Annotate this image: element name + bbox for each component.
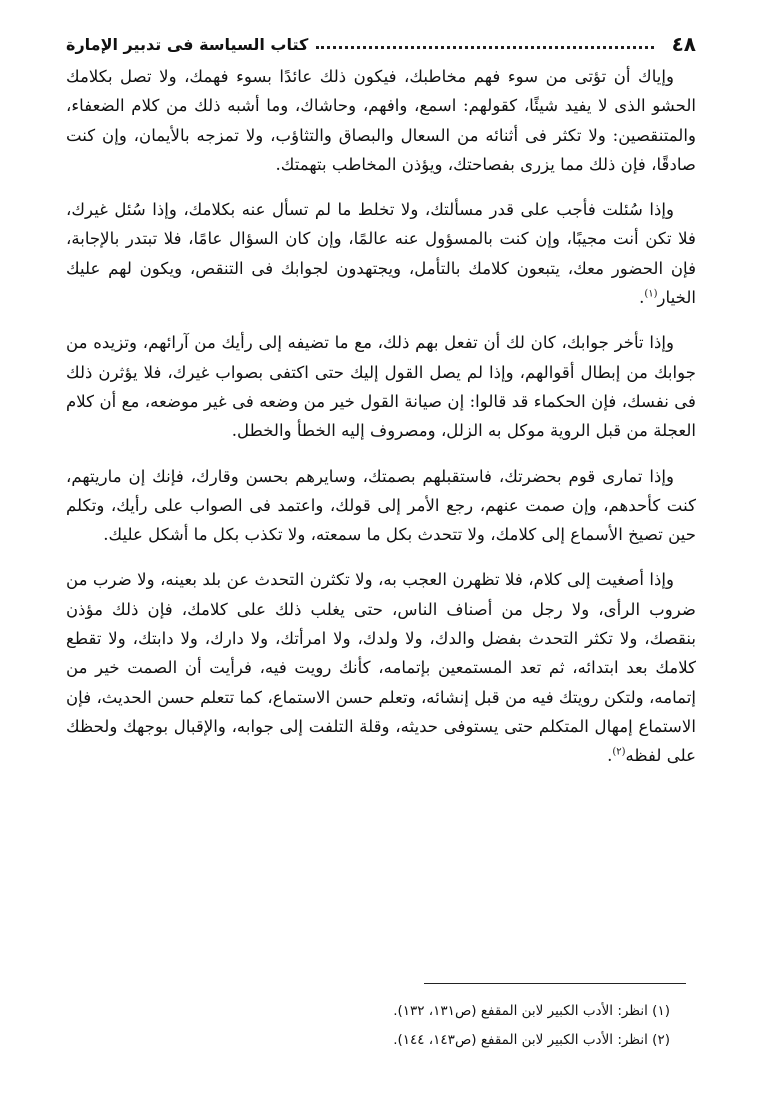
paragraph-1 [66, 62, 696, 179]
main-text [66, 62, 696, 771]
paragraph-text: وإذا تمارى قوم بحضرتك، فاستقبلهم بصمتك، وسايرهم بحسن وقارك، فإنك إن ماريتهم، كنت كأحدهم، وإن صمت عنهم، رجع الأمر إلى قولك، واعتمد فى الصواب على رأيك، وتكلم حين تصيخ الأسماع إلى كلامك، ولا تتحدث بكل ما سمعته، ولا تكذب بكل ما أشكل عليك. [66, 466, 696, 545]
footnote-2: (٢) انظر: الأدب الكبير لابن المقفع (ص١٤٣، ١٤٤). [393, 1032, 670, 1048]
paragraph-4 [66, 462, 696, 550]
footnote-ref[interactable]: (٢) [612, 746, 626, 758]
paragraph-text: وإذا أصغيت إلى كلام، فلا تظهرن العجب به، ولا تكثرن التحدث عن بلد بعينه، ولا ضرب من ضروب الرأى، ولا رجل من أصناف الناس، حتى يغلب ذلك على كلامك، فإن ذلك مؤذن بنقصك، ولا تكثر التحدث بفضل والدك، ولا ولدك، ولا امرأتك، ولا دارك، ولا دابتك، ولا تقطع كلامك بعد ابتدائه، ثم تعد المستمعين بإتمامه، كأنك رويت فيه، فرأيت أن الصمت خير من إتمامه، ولتكن رويتك فيه من قبل إنشائه، وتعلم حسن الاستماع، كما تتعلم حسن الحديث، فإن الاستماع إمهال المتكلم حتى يستوفى حديثه، وقلة التلفت إلى جوابه، والإقبال بوجهك ولحظك على لفظه [66, 570, 696, 766]
footnotes [66, 997, 670, 1055]
paragraph-2: وإذا سُئلت فأجب على قدر مسألتك، ولا تخلط ما لم تسأل عنه بكلامك، وإذا سُئل غيرك، فلا تكن أنت مجيبًا، وإن كنت بالمسؤول عنه عالمًا، وإن كان السؤال عامًا، فلا تبتدر بالإجابة، فإن الحضور معك، يتبعون كلامك بالتأمل، ويجتهدون لجوابك فى التنقص، ويكون لهم عليك الخيار$^{(١)}$. [66, 200, 696, 308]
paragraph-5: وإذا أصغيت إلى كلام، فلا تظهرن العجب به، ولا تكثرن التحدث عن بلد بعينه، ولا ضرب من ضروب الرأى، ولا رجل من أصناف الناس، حتى يغلب ذلك على كلامك، فإن ذلك مؤذن بنقصك، ولا تكثر التحدث بفضل والدك، ولا ولدك، ولا امرأتك، ولا دارك، ولا دابتك، ولا تقطع كلامك بعد ابتدائه، ثم تعد المستمعين بإتمامه، كأنك رويت فيه، فرأيت أن الصمت خير من إتمامه، ولتكن رويتك فيه من قبل إنشائه، وتعلم حسن الاستماع، كما تتعلم حسن الحديث، فإن الاستماع إمهال المتكلم حتى يستوفى حديثه، وقلة التلفت إلى جوابه، والإقبال بوجهك ولحظك على لفظه$^{(٢)}$. [66, 570, 696, 766]
paragraph-text: وإذا سُئلت فأجب على قدر مسألتك، ولا تخلط ما لم تسأل عنه بكلامك، وإذا سُئل غيرك، فلا تكن أنت مجيبًا، وإن كنت بالمسؤول عنه عالمًا، وإن كان السؤال عامًا، فلا تبتدر بالإجابة، فإن الحضور معك، يتبعون كلامك بالتأمل، ويجتهدون لجوابك فى التنقص، ويكون لهم عليك الخيار [66, 200, 696, 308]
leader-dots [316, 44, 653, 49]
running-header [66, 28, 696, 60]
footnote-1: (١) انظر: الأدب الكبير لابن المقفع (ص١٣١، ١٣٢). [393, 1003, 670, 1019]
paragraph-text: وإياك أن تؤتى من سوء فهم مخاطبك، فيكون ذلك عائدًا بسوء فهمك، ولا تصل بكلامك الحشو الذى لا يفيد شيئًا، كقولهم: اسمع، وافهم، وحاشاك، وما أشبه ذلك من كلام الضعفاء، والمتنقصين: ولا تكثر فى أثنائه من السعال والبصاق والتثاؤب، ولا تمزجه بالأيمان، وإن كنت صادقًا، فإن ذلك مما يزرى بفصاحتك، ويؤذن المخاطب بتهمتك. [66, 67, 696, 174]
page-number: ٤٨ [671, 32, 696, 56]
footnote-ref[interactable]: (١) [644, 288, 658, 300]
footnote-separator [424, 983, 686, 984]
paragraph-text: وإذا تأخر جوابك، كان لك أن تفعل بهم ذلك، مع ما تضيفه إلى رأيك من آرائهم، وتزيده من جوابك من إبطال أقوالهم، وإذا لم يصل القول إليك حتى اكتفى بصواب غيرك، فلا يؤثرن ذلك فى نفسك، فإن الحكماء قد قالوا: إن صيانة القول خير من وضعه فى غير موضعه، مع أن كلام العجلة من قبل الروية موكل به الزلل، ومصروف إليه الخطأ والخطل. [66, 333, 696, 441]
running-title: كتاب السياسة فى تدبير الإمارة [66, 34, 309, 54]
paragraph-3 [66, 328, 696, 445]
